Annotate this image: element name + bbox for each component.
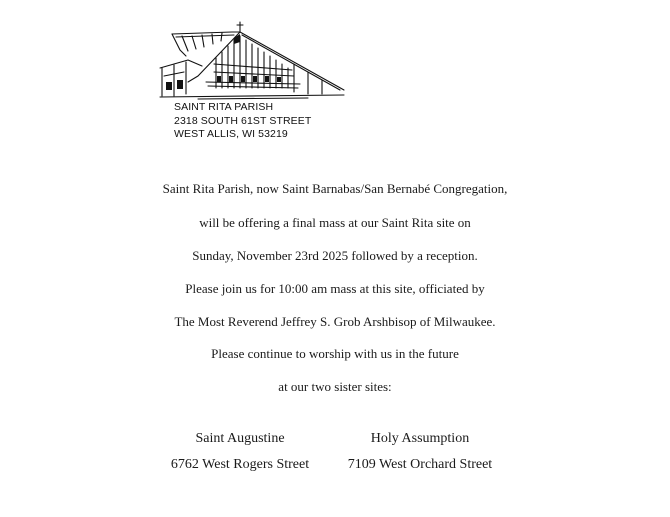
church-building-logo: [158, 20, 346, 102]
announcement-line-2: will be offering a final mass at our Saint Rita site on: [199, 215, 471, 230]
announcement-line-6: Please continue to worship with us in the future: [211, 346, 459, 361]
announcement-line-7: at our two sister sites:: [278, 379, 392, 394]
parish-street: 2318 SOUTH 61ST STREET: [174, 114, 312, 127]
sister-site-holy-assumption: [335, 426, 505, 478]
announcement-line-4: Please join us for 10:00 am mass at this site, officiated by: [185, 281, 485, 296]
sister-site-name: Holy Assumption: [370, 431, 470, 446]
announcement-line-1: Saint Rita Parish, now Saint Barnabas/San Bernabé Congregation,: [162, 181, 508, 196]
announcement-line-3: Sunday, November 23rd 2025 followed by a reception.: [192, 248, 478, 263]
parish-city-state-zip: WEST ALLIS, WI 53219: [174, 128, 288, 140]
sister-site-address: 6762 West Rogers Street: [170, 457, 310, 472]
sister-site-saint-augustine: [160, 426, 320, 478]
parish-address-block: [174, 101, 311, 142]
announcement-line-5: The Most Reverend Jeffrey S. Grob Arshbisop of Milwaukee.: [174, 314, 496, 329]
sister-site-name: Saint Augustine: [195, 431, 285, 446]
sister-site-address: 7109 West Orchard Street: [347, 457, 493, 472]
parish-name: SAINT RITA PARISH: [174, 101, 274, 113]
